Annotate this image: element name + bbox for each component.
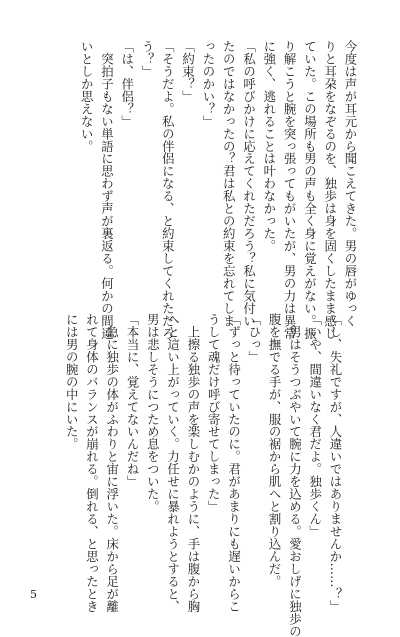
text-line: う？」 — [140, 40, 156, 78]
text-line: 「私の呼びかけに応えてくれただろう？私に気付い — [241, 40, 257, 328]
text-line: 「約束？」 — [180, 40, 196, 103]
text-line: 「そうだよ。私の伴侶になる、と約束してくれただろ — [160, 40, 176, 340]
lower-text-block — [64, 313, 345, 637]
text-line: 「ひっ」 — [246, 313, 262, 363]
text-line: 今度は声が耳元から聞こえてきた。男の唇がゆっく — [343, 40, 358, 328]
text-line: たのではなかったの？君は私との約束を忘れてしま — [221, 40, 237, 328]
text-line: 「ずっと待っていたのに。君があまりにも遅いからこ — [226, 313, 242, 613]
text-line: うして魂だけ呼び寄せてしまった」 — [206, 313, 222, 513]
page-number: 5 — [30, 588, 37, 601]
text-line: へと這い上がっていく。力任せに暴れようとすると、 — [165, 313, 181, 613]
text-line: ったのかい？」 — [200, 40, 216, 128]
text-line: 「し、失礼ですが、人違いではありませんか……？」 — [328, 313, 343, 613]
text-line: れて身体のバランスが崩れる。倒れる、と思ったとき — [84, 313, 100, 613]
text-line: に強く、逃れることは叶わなかった。 — [261, 40, 277, 253]
text-line: 「本当に、覚えてないんだね」 — [125, 313, 141, 488]
text-line: 「いや、間違いなく君だよ。独歩くん」 — [307, 313, 323, 538]
text-line: 男は悲しそうにつため息をついた。 — [145, 313, 161, 513]
text-line: 男はそうつぶやいて腕に力を込める。愛おしげに独歩の — [287, 313, 303, 637]
text-line: には男の腕の中にいた。 — [64, 313, 80, 451]
text-line: いとしか思えない。 — [79, 40, 95, 153]
text-line: 突拍子もない単語に思わず声が裏返る。何かの間違 — [99, 40, 115, 340]
text-line: り解こうと腕を突っ張ってもがいたが、男の力は異常 — [282, 40, 298, 340]
text-line: 「は、伴侶？」 — [119, 40, 135, 128]
text-line: 急に独歩の体がふわりと宙に浮いた。床から足が離 — [104, 313, 120, 613]
text-line: りと耳朶をなぞるのを、独歩は身を固くしたまま感じ — [322, 40, 338, 340]
text-line: ていた。この場所も男の声も全く身に覚えがない。振 — [302, 40, 318, 340]
text-line: 腹を撫でる手が、服の裾から肌へと割り込んだ。 — [267, 313, 283, 588]
text-line: 上擦る独歩の声を楽しむかのように、手は腹から胸 — [185, 313, 201, 613]
